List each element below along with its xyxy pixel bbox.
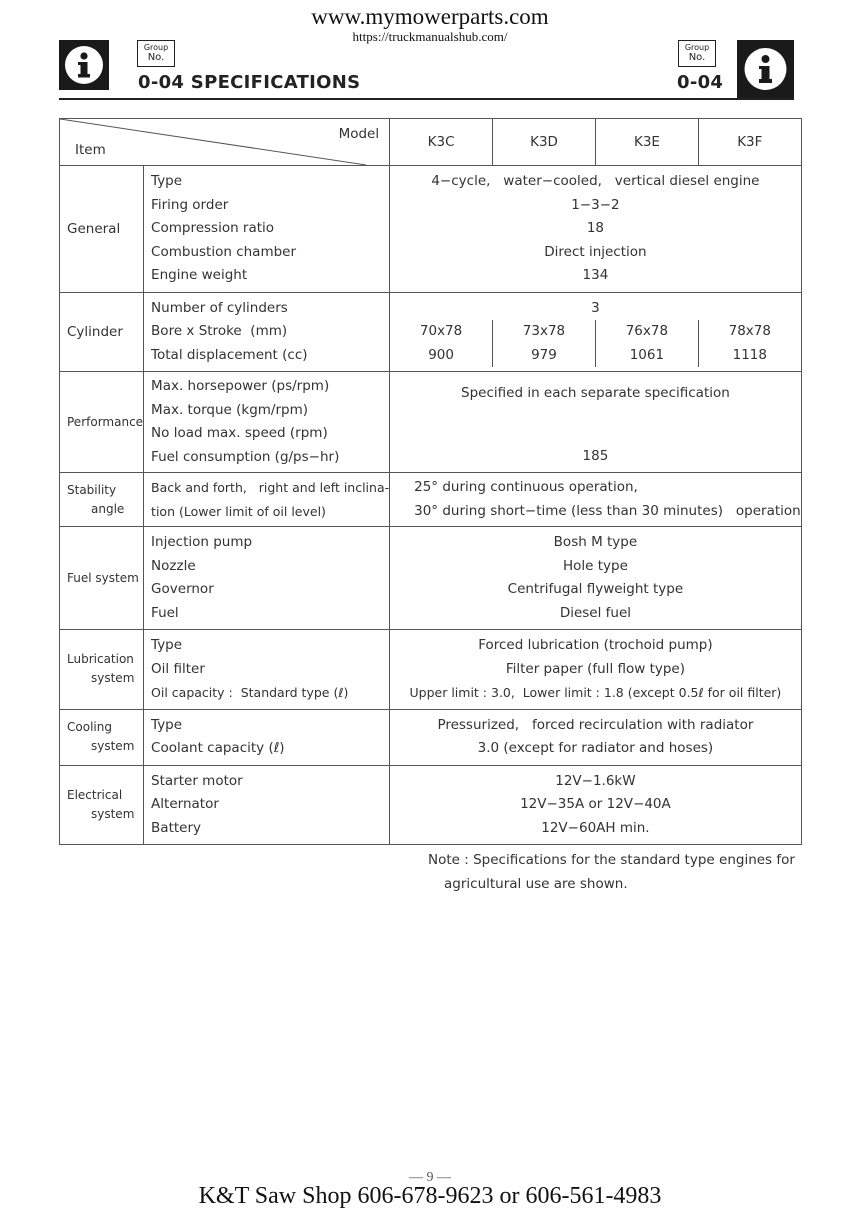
cylinder-model-col xyxy=(390,320,492,367)
cooling-value: Pressurized, forced recirculation with radiator xyxy=(437,716,754,733)
lubrication-item: Type xyxy=(151,637,183,653)
fuel-system-item: Nozzle xyxy=(151,557,196,574)
fuel-consumption-value: 185 xyxy=(582,448,609,465)
cooling-row xyxy=(60,709,802,765)
bore-stroke-value: 70x78 xyxy=(419,323,463,339)
model-k3d: K3D xyxy=(493,119,596,166)
stability-category-line: angle xyxy=(91,501,125,516)
cylinder-item: Total displacement (cc) xyxy=(151,346,308,363)
header-rule xyxy=(59,98,794,100)
info-icon-right xyxy=(737,40,794,98)
table-header-row xyxy=(60,119,802,166)
electrical-values xyxy=(390,765,802,845)
general-item: Compression ratio xyxy=(151,220,275,236)
performance-values xyxy=(390,372,802,473)
electrical-item: Alternator xyxy=(151,796,219,812)
general-row xyxy=(60,166,802,293)
specifications-table xyxy=(59,118,802,845)
stability-row xyxy=(60,473,802,527)
performance-row xyxy=(60,372,802,473)
cylinder-category: Cylinder xyxy=(60,292,144,372)
stability-category-line: Stability xyxy=(67,482,117,497)
stability-category xyxy=(60,473,144,527)
cylinder-model-col xyxy=(492,320,595,367)
stability-items xyxy=(144,473,390,527)
fuel-system-item: Injection pump xyxy=(151,534,253,550)
fuel-system-value: Bosh M type xyxy=(553,534,638,550)
electrical-category-line: Electrical xyxy=(67,787,123,802)
electrical-value: 12V−60AH min. xyxy=(541,819,650,836)
bore-stroke-value: 76x78 xyxy=(625,323,669,339)
performance-item: Max. torque (kgm/rpm) xyxy=(151,401,309,418)
stability-value: 30° during short−time (less than 30 minutes) operation xyxy=(414,502,801,519)
model-k3e: K3E xyxy=(596,119,699,166)
lubrication-items xyxy=(144,630,390,710)
cylinder-values xyxy=(390,292,802,372)
general-item: Combustion chamber xyxy=(151,243,297,260)
electrical-item: Battery xyxy=(151,819,202,836)
cooling-item: Coolant capacity (ℓ) xyxy=(151,740,285,756)
lubrication-category-line: Lubrication xyxy=(67,652,134,667)
lubrication-category-line: system xyxy=(91,671,135,686)
cylinder-count: 3 xyxy=(591,299,600,316)
cooling-items xyxy=(144,709,390,765)
electrical-items xyxy=(144,765,390,845)
lubrication-item: Oil capacity : Standard type (ℓ) xyxy=(151,685,349,700)
fuel-system-values xyxy=(390,527,802,630)
cylinder-row xyxy=(60,292,802,372)
fuel-system-item: Governor xyxy=(151,581,214,597)
fuel-system-value: Diesel fuel xyxy=(559,604,632,621)
performance-item: No load max. speed (rpm) xyxy=(151,425,328,441)
sub-site-url: https://truckmanualshub.com/ xyxy=(352,29,508,44)
cooling-category-line: system xyxy=(91,739,135,753)
page-number: — 9 — xyxy=(409,1170,451,1185)
model-k3c: K3C xyxy=(390,119,493,166)
bore-stroke-value: 73x78 xyxy=(522,323,566,339)
note-line-1: Note : Specifications for the standard type engines for xyxy=(428,852,795,868)
electrical-value: 12V−35A or 12V−40A xyxy=(520,796,671,812)
fuel-system-category: Fuel system xyxy=(60,527,144,630)
info-icon xyxy=(59,40,109,90)
stability-values xyxy=(390,473,802,527)
item-label: Item xyxy=(75,142,106,158)
group-label: Group xyxy=(143,43,169,52)
cylinder-model-col xyxy=(698,320,801,367)
stability-value: 25° during continuous operation, xyxy=(414,479,638,495)
cylinder-model-col xyxy=(595,320,698,367)
general-item: Type xyxy=(151,173,183,189)
section-title: 0-04 SPECIFICATIONS xyxy=(138,72,361,93)
item-model-header xyxy=(60,119,390,166)
general-value: 1−3−2 xyxy=(571,196,620,213)
diagonal-line xyxy=(60,119,366,165)
general-values xyxy=(390,166,802,293)
electrical-item: Starter motor xyxy=(151,772,243,789)
group-number-box-right xyxy=(678,40,716,67)
lubrication-value: Filter paper (full flow type) xyxy=(505,660,685,677)
general-value: 18 xyxy=(586,220,605,236)
performance-item: Fuel consumption (g/ps−hr) xyxy=(151,448,340,465)
general-item: Engine weight xyxy=(151,267,248,283)
cooling-values xyxy=(390,709,802,765)
displacement-value: 1118 xyxy=(732,346,767,363)
cooling-category xyxy=(60,709,144,765)
electrical-category-line: system xyxy=(91,806,135,821)
no-label: No. xyxy=(147,52,165,63)
footer-contact: K&T Saw Shop 606-678-9623 or 606-561-4983 xyxy=(198,1183,662,1209)
displacement-value: 979 xyxy=(531,346,557,363)
cylinder-item: Number of cylinders xyxy=(151,299,288,316)
general-items xyxy=(144,166,390,293)
general-value: 134 xyxy=(582,267,609,283)
general-value: Direct injection xyxy=(544,243,647,260)
lubrication-row xyxy=(60,630,802,710)
general-category: General xyxy=(60,166,144,293)
lubrication-value: Upper limit : 3.0, Lower limit : 1.8 (except 0.5ℓ for oil filter) xyxy=(409,685,782,700)
cylinder-model-values xyxy=(390,320,801,367)
lubrication-item: Oil filter xyxy=(151,660,205,677)
cylinder-items xyxy=(144,292,390,372)
performance-items xyxy=(144,372,390,473)
displacement-value: 900 xyxy=(428,346,454,363)
fuel-system-items xyxy=(144,527,390,630)
fuel-system-row xyxy=(60,527,802,630)
performance-spec-note: Specified in each separate specification xyxy=(461,385,730,402)
electrical-value: 12V−1.6kW xyxy=(555,772,636,789)
lubrication-values xyxy=(390,630,802,710)
displacement-value: 1061 xyxy=(629,346,665,363)
fuel-system-value: Centrifugal flyweight type xyxy=(507,581,684,597)
stability-item: tion (Lower limit of oil level) xyxy=(151,503,326,519)
no-label-right: No. xyxy=(688,52,706,63)
note-line-2: agricultural use are shown. xyxy=(444,876,628,892)
group-number: 0-04 xyxy=(677,72,724,93)
performance-category: Performance xyxy=(60,372,144,473)
lubrication-category xyxy=(60,630,144,710)
general-value: 4−cycle, water−cooled, vertical diesel engine xyxy=(431,173,760,189)
performance-item: Max. horsepower (ps/rpm) xyxy=(151,378,330,394)
cylinder-item: Bore x Stroke (mm) xyxy=(151,323,288,339)
group-label-right: Group xyxy=(684,43,710,52)
model-label: Model xyxy=(338,126,380,142)
cooling-category-line: Cooling xyxy=(67,720,112,734)
fuel-system-item: Fuel xyxy=(151,604,179,621)
cooling-item: Type xyxy=(151,716,183,733)
bore-stroke-value: 78x78 xyxy=(728,323,771,339)
model-k3f: K3F xyxy=(698,119,801,166)
site-url: www.mymowerparts.com xyxy=(311,4,549,29)
stability-item: Back and forth, right and left inclina- xyxy=(151,480,390,495)
cooling-value: 3.0 (except for radiator and hoses) xyxy=(477,740,714,756)
fuel-system-value: Hole type xyxy=(562,557,628,574)
group-number-box xyxy=(137,40,175,67)
electrical-category xyxy=(60,765,144,845)
general-item: Firing order xyxy=(151,196,229,213)
electrical-row xyxy=(60,765,802,845)
lubrication-value: Forced lubrication (trochoid pump) xyxy=(478,637,713,653)
